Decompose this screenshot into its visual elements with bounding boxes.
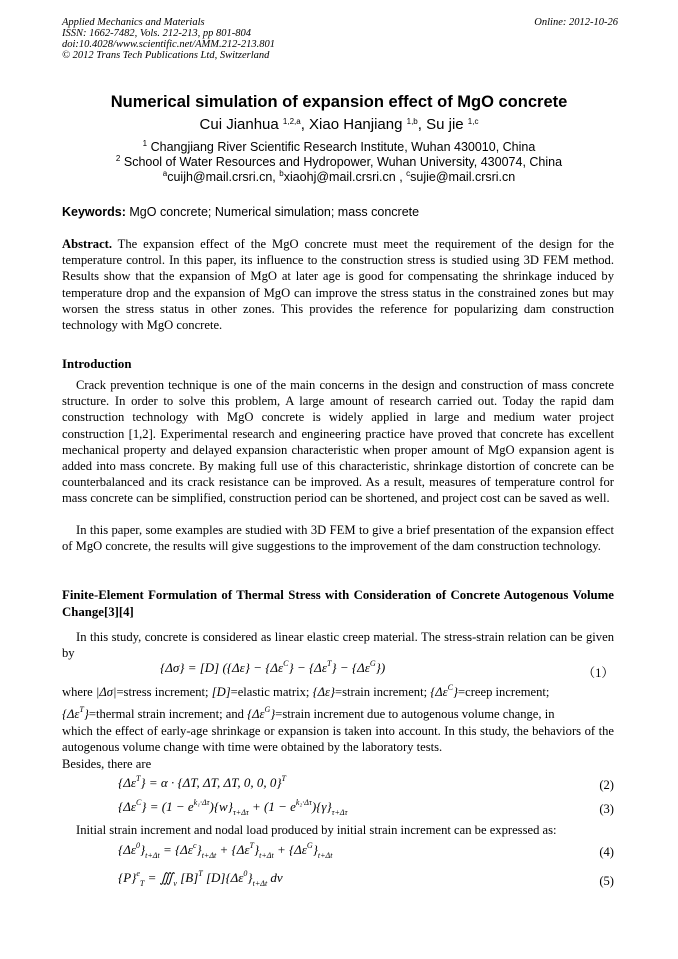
affiliation-2 [62, 155, 616, 169]
thermal-line: $\{\Delta\varepsilon^T\}=thermal$ strain increment; and $\{\Delta\varepsilon^G\}=strain$ increment due to autogenous volume change, in [62, 705, 555, 721]
where-stress: =stress increment; [116, 685, 209, 699]
affiliation-1-num: 1 [142, 139, 148, 148]
email-c-sup: c [406, 169, 411, 178]
where-word: where [62, 685, 93, 699]
author-3: Su jie [426, 116, 464, 133]
affiliation-1 [62, 140, 616, 154]
where-creep: =creep increment; [458, 685, 550, 699]
author-3-sup: 1,c [467, 117, 479, 126]
author-2: Xiao Hanjiang [309, 116, 403, 133]
issn-line: ISSN: 1662-7482, Vols. 212-213, pp 801-804 [62, 28, 251, 39]
equation-2: $\{\Delta\varepsilon^T\} = \alpha \cdot \{\Delta T$, ΔT, ΔT, 0, 0, 0}$^T$ [118, 774, 286, 790]
email-b-sup: b [279, 169, 284, 178]
doi-line: doi:10.4028/www.scientific.net/AMM.212-213.801 [62, 39, 275, 50]
fe-paragraph-1: In this study, concrete is considered as linear elastic creep material. The stress-strain relation can be given by [62, 630, 614, 661]
affiliation-2-num: 2 [115, 154, 121, 163]
email-line [62, 170, 616, 184]
equation-2-number: (2) [599, 778, 614, 792]
equation-3-number: (3) [599, 802, 614, 816]
author-2-sup: 1,b [406, 117, 418, 126]
equation-5-number: (5) [599, 874, 614, 888]
keywords [62, 205, 419, 219]
fe-paragraph-2: which the effect of early-age shrinkage or expansion is taken into account. In this study, the behaviors of the autogenous volume change with time were obtained by the laboratory tests. [62, 724, 614, 755]
email-b[interactable]: xiaohj@mail.crsri.cn , [283, 170, 403, 184]
where-matrix: =elastic matrix; [230, 685, 310, 699]
keywords-text: MgO concrete; Numerical simulation; mass concrete [129, 205, 420, 219]
abstract [62, 236, 614, 333]
intro-paragraph-2: In this paper, some examples are studied with 3D FEM to give a brief presentation of the expansion effect of MgO concrete, the results will give suggestions to the improvement of the dam construction technology. [62, 523, 614, 554]
equation-5: $\{P\}^e_T$ = $∭_v$ $[B]^T$ $[D]\{\Delta\varepsilon^0\}_{t+\Delta t}$ dv [118, 869, 283, 888]
author-1-sup: 1,2,a [282, 117, 301, 126]
paper-title: Numerical simulation of expansion effect of MgO concrete [110, 93, 568, 111]
copyright-line: © 2012 Trans Tech Publications Ltd, Switzerland [62, 50, 270, 61]
thermal-text: =thermal strain increment; and [88, 707, 244, 721]
abstract-label: Abstract. [62, 237, 113, 251]
email-a[interactable]: cuijh@mail.crsri.cn, [167, 170, 276, 184]
equation-4: $\{\Delta\varepsilon^0\}_{t+\Delta t} = \{\Delta\varepsilon^c\}_{t+\Delta t} + \{\Delta\varepsilon^T\}_{t+\Delta t} + \{\Delta\varepsilon^G\}_{t+\Delta t}$ [118, 841, 333, 860]
abstract-text: The expansion effect of the MgO concrete must meet the requirement of the design for the temperature control. In this paper, its influence to the construction stress is studied using 3D FEM method. Results show that the expansion of MgO at later age is good for compensating the shrinkage induced by temperature drop and the expansion of MgO can improve the stress status in the constrained zones but may worsen the stress status in other zones. This provides the reference for popularizing dam construction technology with MgO concrete. [62, 237, 614, 333]
intro-paragraph-1: Crack prevention technique is one of the main concerns in the design and construction of mass concrete structure. In order to solve this problem, A large amount of research carried out. Today the rapid dam construction technology with MgO concrete is widely applied in large and medium water project construction [1,2]. Experimental research and engineering practice have proved that concrete has excellent mechanical property and delayed expansion characteristic when proper amount of MgO expansion agent is added into mass concrete. By making full use of this characteristic, shrinkage distortion of concrete can be counterbalanced and its crack resistance can be improved. As a result, measures of temperature control for mass concrete can be simplified, construction period can be shortened, and project cost can be saved as well. [62, 378, 614, 506]
journal-header [62, 17, 275, 61]
email-c[interactable]: sujie@mail.crsri.cn [410, 170, 516, 184]
online-date: Online: 2012-10-26 [534, 17, 618, 28]
where-line: where |Δσ|=stress increment; [D]=elastic matrix; {Δε}=strain increment; $\{\Delta\varepsilon^C\}=creep$ increment; [62, 683, 550, 699]
equation-4-number: (4) [599, 845, 614, 859]
fe-heading: Finite-Element Formulation of Thermal Stress with Consideration of Concrete Autogenous Volume Change[3][4] [62, 588, 614, 619]
affiliation-2-text: School of Water Resources and Hydropower, Wuhan University, 430074, China [123, 155, 563, 169]
autogenous-text: =strain increment due to autogenous volume change, in [275, 707, 555, 721]
intro-heading: Introduction [62, 357, 132, 371]
equation-1-number: （1） [582, 666, 614, 680]
author-1: Cui Jianhua [199, 116, 279, 133]
equation-1: {Δσ} = [D] $(\{\Delta\varepsilon\} - \{\Delta\varepsilon^C\} - \{\Delta\varepsilon^T\} - \{\Delta\varepsilon^G\})$ [160, 659, 386, 675]
affiliation-1-text: Changjiang River Scientific Research Institute, Wuhan 430010, China [150, 140, 536, 154]
besides-line: Besides, there are [62, 757, 152, 771]
author-list: Cui Jianhua $^{1,2,a}$, Xiao Hanjiang $^{1,b}$, Su jie $^{1,c}$ [199, 116, 479, 133]
equation-3: $\{\Delta\varepsilon^C\} = (1 - e^{k_1\cdot\Delta\tau})\{w\}_{\tau+\Delta\tau} + (1 - e^{k_2\cdot\Delta\tau})\{\gamma\}_{\tau+\Delta\tau}$ [118, 798, 348, 817]
email-a-sup: a [162, 169, 168, 178]
keywords-label: Keywords: [62, 205, 126, 219]
where-strain: =strain increment; [335, 685, 428, 699]
journal-name: Applied Mechanics and Materials [62, 17, 205, 28]
fe-paragraph-4: Initial strain increment and nodal load produced by initial strain increment can be expressed as: [76, 823, 557, 837]
